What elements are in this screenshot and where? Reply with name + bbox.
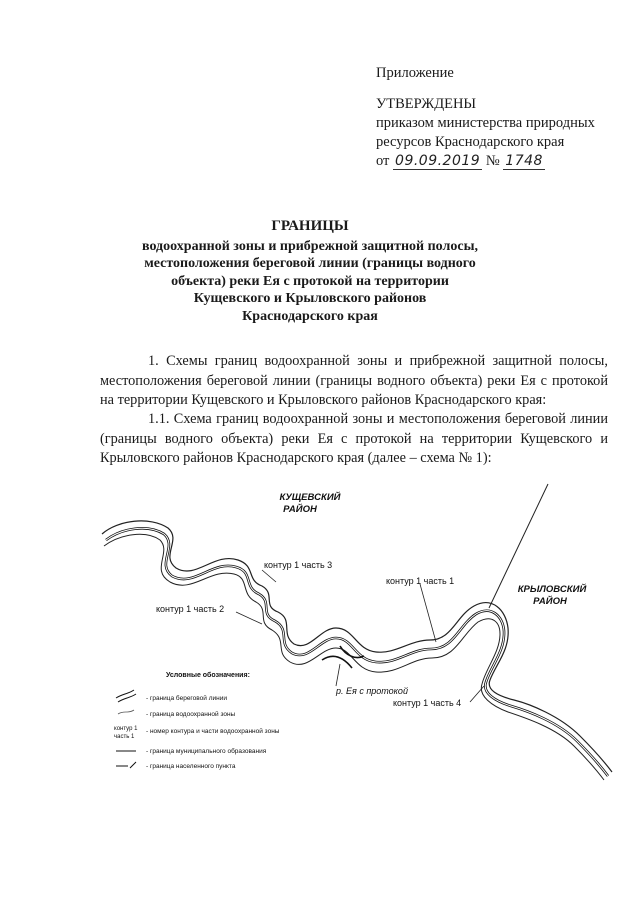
approval-ministry-line: приказом министерства природных <box>376 115 595 131</box>
legend-item-municipal: - граница муниципального образования <box>146 748 267 755</box>
order-date: 09.09.2019 <box>395 153 481 169</box>
legend-title: Условные обозначения: <box>166 672 250 679</box>
number-prefix: № <box>485 153 500 169</box>
legend-symbol-contour-l1: контур 1 <box>114 726 138 732</box>
contour-label-part4: контур 1 часть 4 <box>393 698 462 708</box>
leader-line-part2 <box>236 612 262 624</box>
contour-label-part3: контур 1 часть 3 <box>264 560 333 570</box>
contour-label-part1: контур 1 часть 1 <box>386 576 455 586</box>
leader-line-part4 <box>470 686 484 702</box>
title-line-1: водоохранной зоны и прибрежной защитной полосы, <box>142 238 478 254</box>
legend-symbol-settlement <box>116 762 136 768</box>
legend-symbol-contour-l2: часть 1 <box>114 734 135 740</box>
leader-line-part3 <box>262 570 276 582</box>
title-line-2: местоположения береговой линии (границы водного <box>144 256 476 272</box>
title-line-3: объекта) реки Ея с протокой на территории <box>171 273 449 289</box>
date-prefix: от <box>376 153 390 169</box>
legend-item-shoreline: - граница береговой линии <box>146 695 227 702</box>
legend-symbol-shoreline <box>116 690 136 702</box>
approved-label: УТВЕРЖДЕНЫ <box>376 96 477 112</box>
contour-label-part2: контур 1 часть 2 <box>156 604 225 614</box>
approval-region-line: ресурсов Краснодарского края <box>376 134 565 150</box>
appendix-label: Приложение <box>376 65 454 81</box>
river-side-channel <box>322 646 364 668</box>
title-line-4: Кущевского и Крыловского районов <box>193 291 427 307</box>
legend-symbol-zone <box>118 710 134 714</box>
leader-line-river <box>336 664 340 686</box>
paragraph-1: 1. Схемы границ водоохранной зоны и прибрежной защитной полосы, местоположения береговой линии (границы водного объекта) реки Ея с протокой на территории Кущевского и Крыловского районов Краснодарского края: <box>100 353 608 409</box>
title-main: ГРАНИЦЫ <box>271 218 349 234</box>
region-label-krylovsky-l2: РАЙОН <box>533 596 567 607</box>
legend-item-settlement: - граница населенного пункта <box>146 763 236 770</box>
region-label-krylovsky-l1: КРЫЛОВСКИЙ <box>517 584 587 595</box>
region-label-kushchevsky-l1: КУЩЕВСКИЙ <box>279 492 341 503</box>
order-number: 1748 <box>505 153 543 169</box>
leader-line-part1 <box>420 584 436 642</box>
river-label: р. Ея с протокой <box>336 686 408 696</box>
legend-item-zone: - граница водоохранной зоны <box>146 711 236 718</box>
region-label-kushchevsky-l2: РАЙОН <box>283 504 317 515</box>
paragraph-1-1: 1.1. Схема границ водоохранной зоны и местоположения береговой линии (границы водного объекта) реки Ея с протокой на территории Кущевского и Крыловского районов Краснодарского края (далее – схема № 1): <box>100 411 608 467</box>
legend-item-contour: - номер контура и части водоохранной зоны <box>146 728 280 735</box>
title-line-5: Краснодарского края <box>242 308 378 324</box>
